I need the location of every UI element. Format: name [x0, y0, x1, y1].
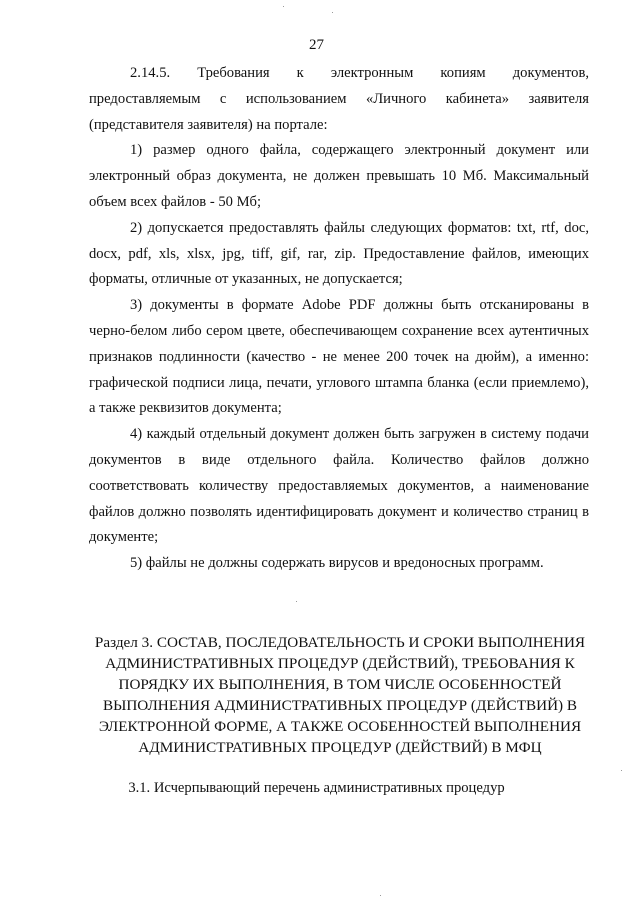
paragraph-requirements-intro: 2.14.5. Требования к электронным копиям документов, предоставляемым с использованием «Личного кабинета» заявителя (представителя заявителя) на портале: [89, 65, 589, 133]
scan-speck [283, 6, 284, 7]
paragraph-item-file-size: 1) размер одного файла, содержащего электронный документ или электронный образ документа, не должен превышать 10 Мб. Максимальный объем всех файлов - 50 Мб; [89, 142, 589, 210]
body-text [89, 61, 589, 577]
paragraph-item-pdf-scanning: 3) документы в формате Adobe PDF должны быть отсканированы в черно-белом либо сером цвете, обеспечивающем сохранение всех аутентичных признаков подлинности (качество - не менее 200 точек на дюйм), а именно: графической подписи лица, печати, углового штампа бланка (если приемлемо), а также реквизитов документа; [89, 297, 589, 417]
paragraph-item-separate-files: 4) каждый отдельный документ должен быть загружен в систему подачи документов в виде отдельного файла. Количество файлов должно соответствовать количеству предоставляемых документов, а наименование файлов должно позволять идентифицировать документ и количество страниц в документе; [89, 426, 589, 546]
scan-speck [296, 601, 297, 602]
scan-speck [380, 895, 381, 896]
page-number: 27 [309, 37, 324, 53]
scan-speck [621, 770, 622, 771]
section-heading: Раздел 3. СОСТАВ, ПОСЛЕДОВАТЕЛЬНОСТЬ И СРОКИ ВЫПОЛНЕНИЯ АДМИНИСТРАТИВНЫХ ПРОЦЕДУР (ДЕЙСТВИЙ), ТРЕБОВАНИЯ К ПОРЯДКУ ИХ ВЫПОЛНЕНИЯ, В ТОМ ЧИСЛЕ ОСОБЕННОСТЕЙ ВЫПОЛНЕНИЯ АДМИНИСТРАТИВНЫХ ПРОЦЕДУР (ДЕЙСТВИЙ) В ЭЛЕКТРОННОЙ ФОРМЕ, А ТАКЖЕ ОСОБЕННОСТЕЙ ВЫПОЛНЕНИЯ АДМИНИСТРАТИВНЫХ ПРОЦЕДУР (ДЕЙСТВИЙ) В МФЦ [94, 634, 586, 756]
subsection-heading: 3.1. Исчерпывающий перечень административных процедур [128, 780, 505, 796]
scan-speck [332, 12, 333, 13]
paragraph-item-file-formats: 2) допускается предоставлять файлы следующих форматов: txt, rtf, doc, docx, pdf, xls, xlsx, jpg, tiff, gif, rar, zip. Предоставление файлов, имеющих форматы, отличные от указанных, не допускается; [89, 219, 589, 288]
paragraph-item-no-viruses: 5) файлы не должны содержать вирусов и вредоносных программ. [130, 555, 544, 572]
